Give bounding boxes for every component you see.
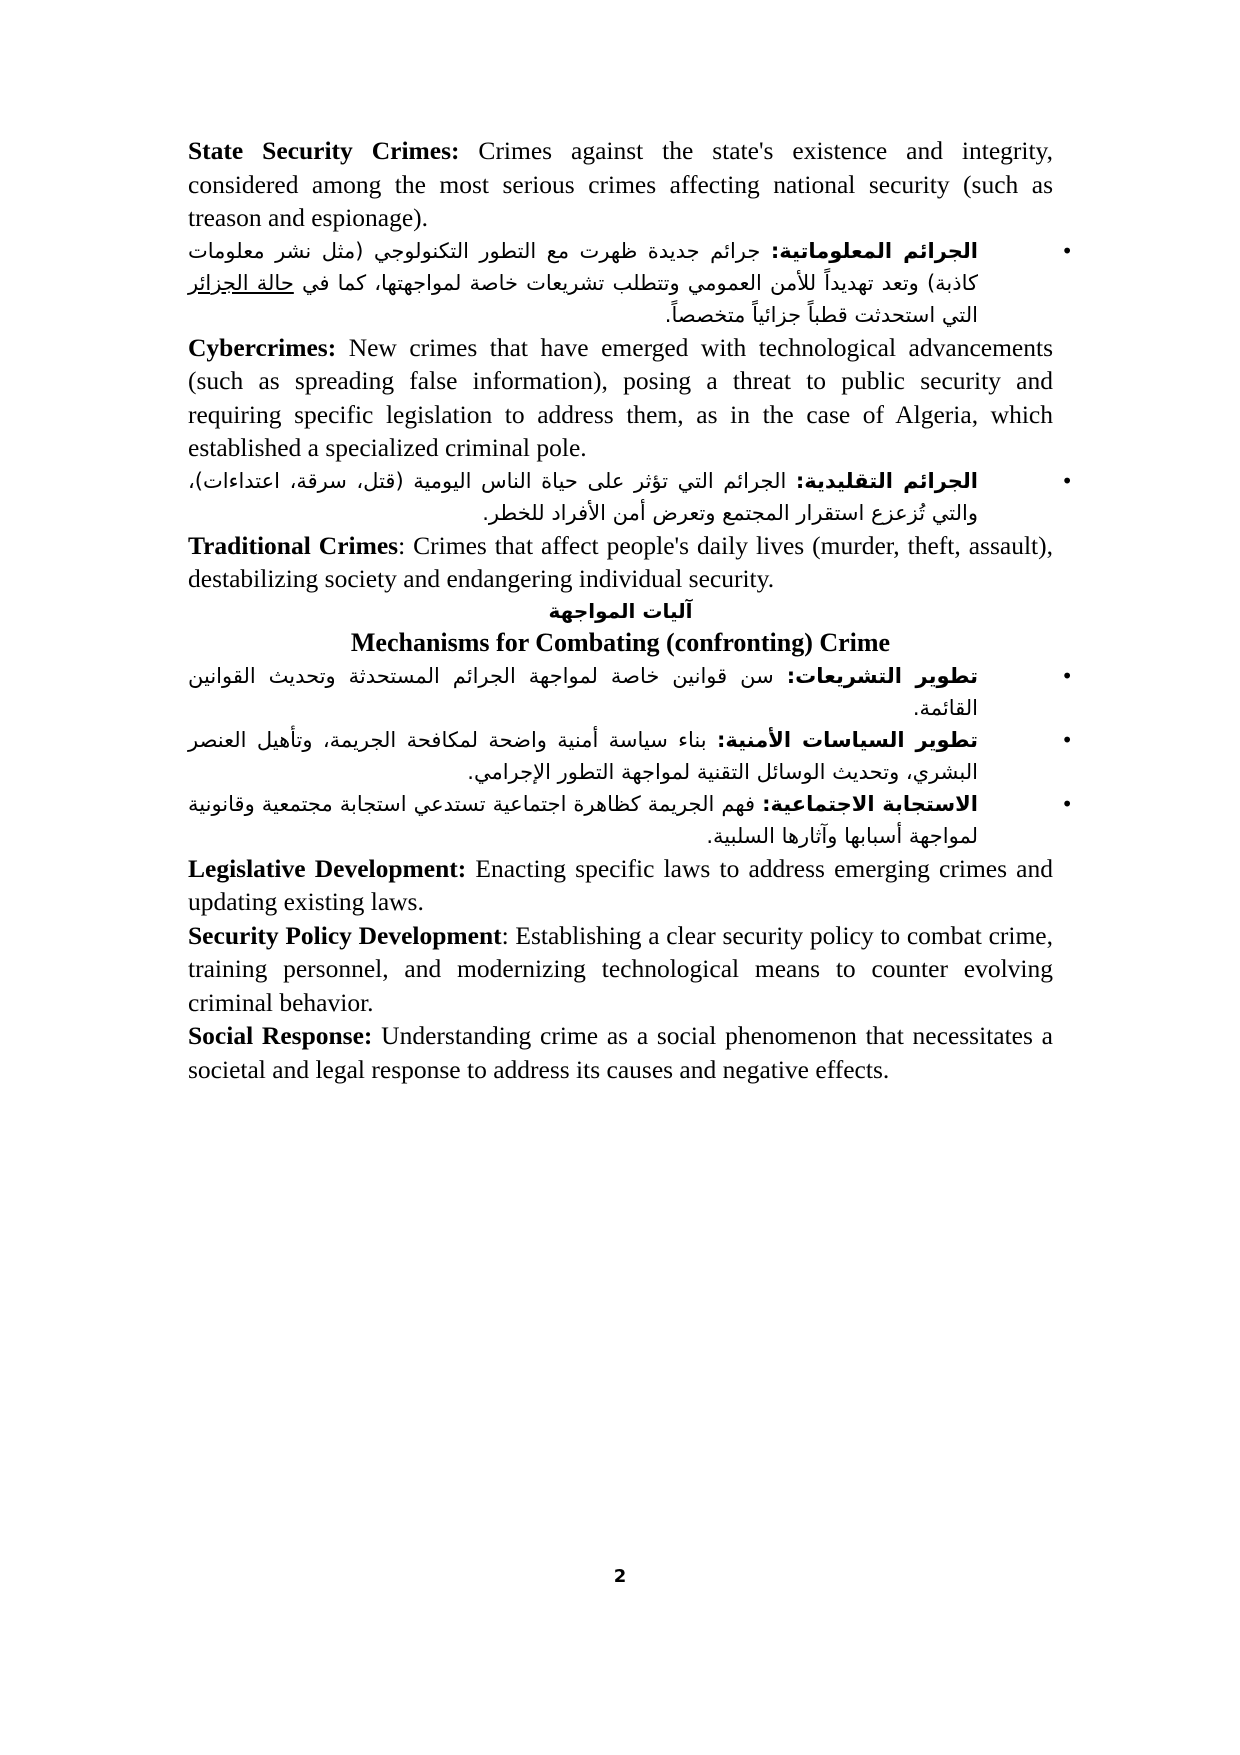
bullet-icon: • bbox=[1061, 791, 1073, 816]
mechanisms-heading-arabic: آليات المواجهة bbox=[548, 598, 693, 623]
mechanisms-heading: Mechanisms for Combating (confronting) Crime bbox=[350, 627, 891, 657]
bullet-icon: • bbox=[1061, 663, 1073, 688]
bullet-icon: • bbox=[1061, 238, 1073, 263]
term: الاستجابة الاجتماعية: bbox=[762, 791, 978, 816]
cybercrimes-arabic-bullet: • الجرائم المعلوماتية: جرائم جديدة ظهرت مع التطور التكنولوجي (مثل نشر معلومات كاذبة) وتعد تهديداً للأمن العمومي وتتطلب تشريعات خاصة لمواجهتها، كما في حالة الجزائر التي استحدثت قطباً جزائياً متخصصاً. bbox=[188, 235, 1053, 331]
page-number: 2 bbox=[613, 1566, 627, 1587]
term: State Security Crimes: bbox=[188, 136, 460, 165]
content-column bbox=[188, 134, 1073, 1086]
term: Traditional Crimes bbox=[188, 530, 399, 560]
social-response-paragraph: Social Response: Understanding crime as a social phenomenon that necessitates a societal and legal response to address its causes and negative effects. bbox=[188, 1021, 1053, 1084]
traditional-crimes-arabic-bullet: • الجرائم التقليدية: الجرائم التي تؤثر على حياة الناس اليومية (قتل، سرقة، اعتداءات)، والتي تُزعزع استقرار المجتمع وتعرض أمن الأفراد للخطر. bbox=[188, 465, 1053, 529]
bullet-icon: • bbox=[1061, 727, 1073, 752]
cybercrimes-paragraph: Cybercrimes: New crimes that have emerged with technological advancements (such as spreading false information), posing a threat to public security and requiring specific legislation to address them, as in the case of Algeria, which established a specialized criminal pole. bbox=[188, 332, 1053, 462]
state-security-crimes-paragraph: State Security Crimes: Crimes against the state's existence and integrity, considered among the most serious crimes affecting national security (such as treason and espionage). bbox=[188, 136, 1054, 232]
term: Security Policy Development bbox=[188, 920, 502, 950]
traditional-crimes-paragraph: Traditional Crimes: Crimes that affect people's daily lives (murder, theft, assault), destabilizing society and endangering individual security. bbox=[188, 530, 1053, 593]
term: Cybercrimes: bbox=[188, 332, 337, 362]
term: Legislative Development: bbox=[188, 853, 467, 883]
legislative-development-paragraph: Legislative Development: Enacting specific laws to address emerging crimes and updating existing laws. bbox=[188, 853, 1053, 916]
bullet-icon: • bbox=[1061, 468, 1073, 493]
term: تطوير التشريعات: bbox=[786, 663, 978, 688]
term: الجرائم التقليدية: bbox=[795, 468, 978, 493]
mechanism-arabic-bullet: • تطوير السياسات الأمنية: بناء سياسة أمنية واضحة لمكافحة الجريمة، وتأهيل العنصر البشري، وتحديث الوسائل التقنية لمواجهة التطور الإجرامي. bbox=[188, 724, 1053, 788]
mechanism-arabic-bullet: • تطوير التشريعات: سن قوانين خاصة لمواجهة الجرائم المستحدثة وتحديث القوانين القائمة. bbox=[188, 660, 1053, 724]
term: تطوير السياسات الأمنية: bbox=[716, 727, 978, 752]
term: Social Response: bbox=[188, 1021, 373, 1050]
mechanism-arabic-bullet: • الاستجابة الاجتماعية: فهم الجريمة كظاهرة اجتماعية تستدعي استجابة مجتمعية وقانونية لمواجهة أسبابها وآثارها السلبية. bbox=[188, 788, 1053, 852]
underlined-text: حالة الجزائر bbox=[188, 270, 294, 295]
term: الجرائم المعلوماتية: bbox=[770, 238, 978, 263]
security-policy-development-paragraph: Security Policy Development: Establishing a clear security policy to combat crime, training personnel, and modernizing technological means to counter evolving criminal behavior. bbox=[188, 920, 1053, 1017]
